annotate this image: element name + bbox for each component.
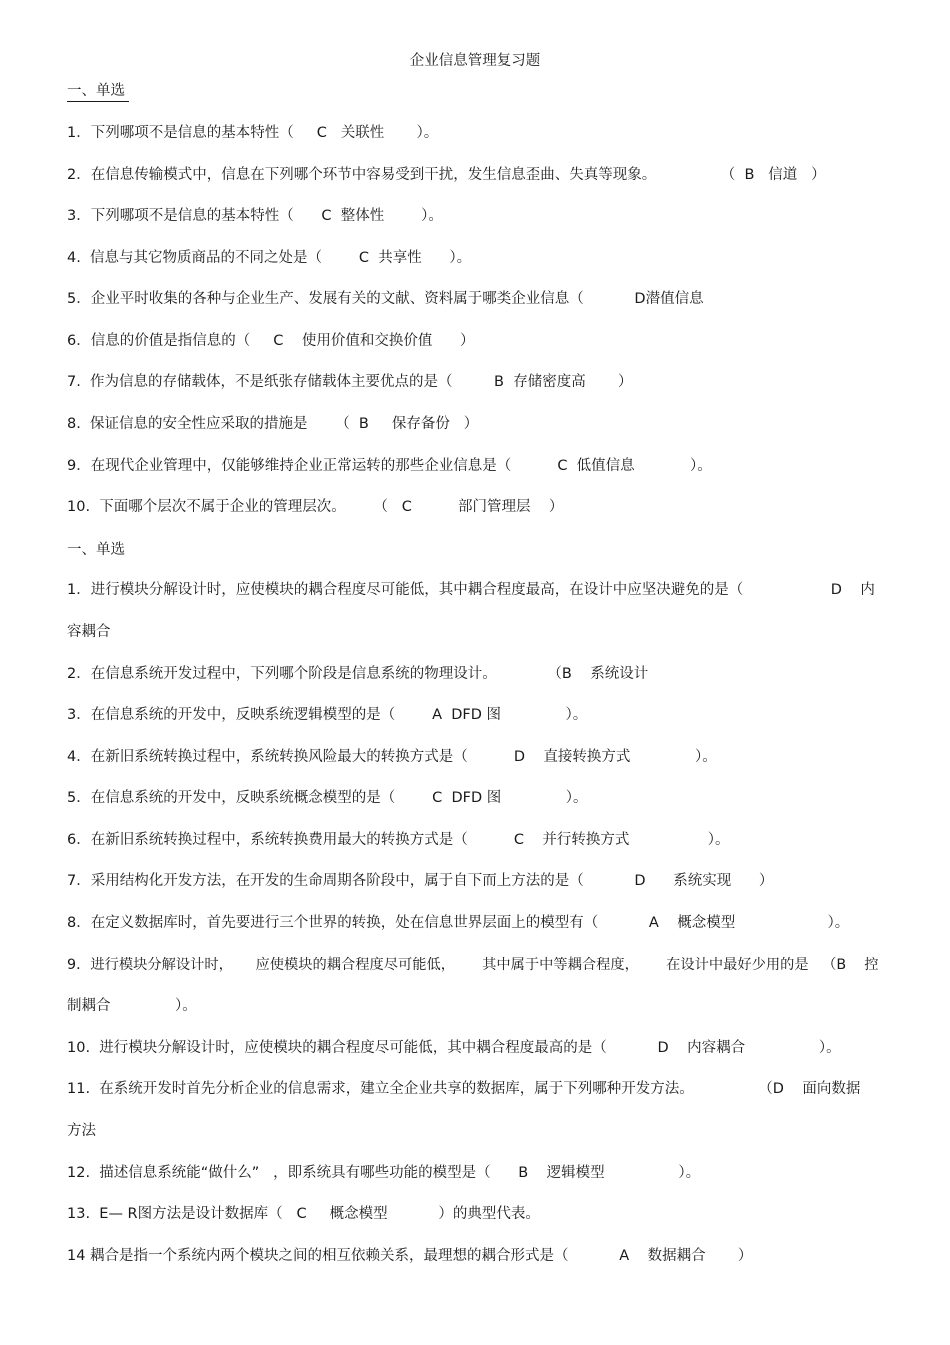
question-s2-5: 5．在信息系统的开发中，反映系统概念模型的是（ C DFD 图 ）。 [67,790,588,806]
question-s1-8: 8. 保证信息的安全性应采取的措施是 （ B 保存备份 ） [67,416,479,432]
question-s1-3: 3．下列哪项不是信息的基本特性（ C 整体性 ）。 [67,208,443,224]
question-s2-13: 13. E— R图方法是设计数据库（ C 概念模型 ）的典型代表。 [67,1206,540,1222]
question-s2-1-continuation: 容耦合 [67,624,111,640]
question-s1-9: 9．在现代企业管理中，仅能够维持企业正常运转的那些企业信息是（ C 低值信息 ）。 [67,458,712,474]
question-s2-3: 3．在信息系统的开发中，反映系统逻辑模型的是（ A DFD 图 ）。 [67,707,588,723]
question-s2-2: 2．在信息系统开发过程中，下列哪个阶段是信息系统的物理设计。 （B 系统设计 [67,666,649,682]
question-s2-9-continuation: 制耦合 ）。 [67,998,197,1014]
question-s2-10: 10. 进行模块分解设计时，应使模块的耦合程度尽可能低，其中耦合程度最高的是（ D 内容耦合 ）。 [67,1040,841,1056]
question-s1-5: 5．企业平时收集的各种与企业生产、发展有关的文献、资料属于哪类企业信息（ D潜值信息 [67,291,704,307]
question-s2-1: 1．进行模块分解设计时，应使模块的耦合程度尽可能低，其中耦合程度最高，在设计中应坚决避免的是（ D 内 [67,582,875,598]
question-s1-10: 10. 下面哪个层次不属于企业的管理层次。 （ C 部门管理层 ） [67,499,564,515]
section-heading-2: 一、单选 [67,542,125,558]
question-s2-12: 12. 描述信息系统能“做什么” ，即系统具有哪些功能的模型是（ B 逻辑模型 ）。 [67,1165,701,1181]
question-s2-8: 8．在定义数据库时，首先要进行三个世界的转换，处在信息世界层面上的模型有（ A 概念模型 ）。 [67,915,850,931]
question-s1-6: 6．信息的价值是指信息的（ C 使用价值和交换价值 ） [67,333,475,349]
question-s2-11-continuation: 方法 [67,1123,96,1139]
question-s2-4: 4．在新旧系统转换过程中，系统转换风险最大的转换方式是（ D 直接转换方式 ）。 [67,749,717,765]
section-heading-1: 一、单选 [67,82,129,102]
page-title: 企业信息管理复习题 [409,53,541,69]
question-s2-7: 7．采用结构化开发方法，在开发的生命周期各阶段中，属于自下而上方法的是（ D 系统实现 ） [67,873,774,889]
question-s2-14: 14 耦合是指一个系统内两个模块之间的相互依赖关系，最理想的耦合形式是（ A 数据耦合 ） [67,1248,753,1264]
question-s1-7: 7. 作为信息的存储载体，不是纸张存储载体主要优点的是（ B 存储密度高 ） [67,374,633,390]
question-s1-2: 2．在信息传输模式中，信息在下列哪个环节中容易受到干扰，发生信息歪曲、失真等现象。 （ B 信道 ） [67,167,826,183]
question-s2-6: 6．在新旧系统转换过程中，系统转换费用最大的转换方式是（ C 并行转换方式 ）。 [67,832,730,848]
question-s2-9: 9．进行模块分解设计时， 应使模块的耦合程度尽可能低， 其中属于中等耦合程度， 在设计中最好少用的是 （B 控 [67,957,879,973]
question-s1-4: 4. 信息与其它物质商品的不同之处是（ C 共享性 ）。 [67,250,472,266]
question-s1-1: 1．下列哪项不是信息的基本特性（ C 关联性 ）。 [67,125,439,141]
question-s2-11: 11. 在系统开发时首先分析企业的信息需求，建立全企业共享的数据库，属于下列哪种开发方法。 （D 面向数据 [67,1081,861,1097]
